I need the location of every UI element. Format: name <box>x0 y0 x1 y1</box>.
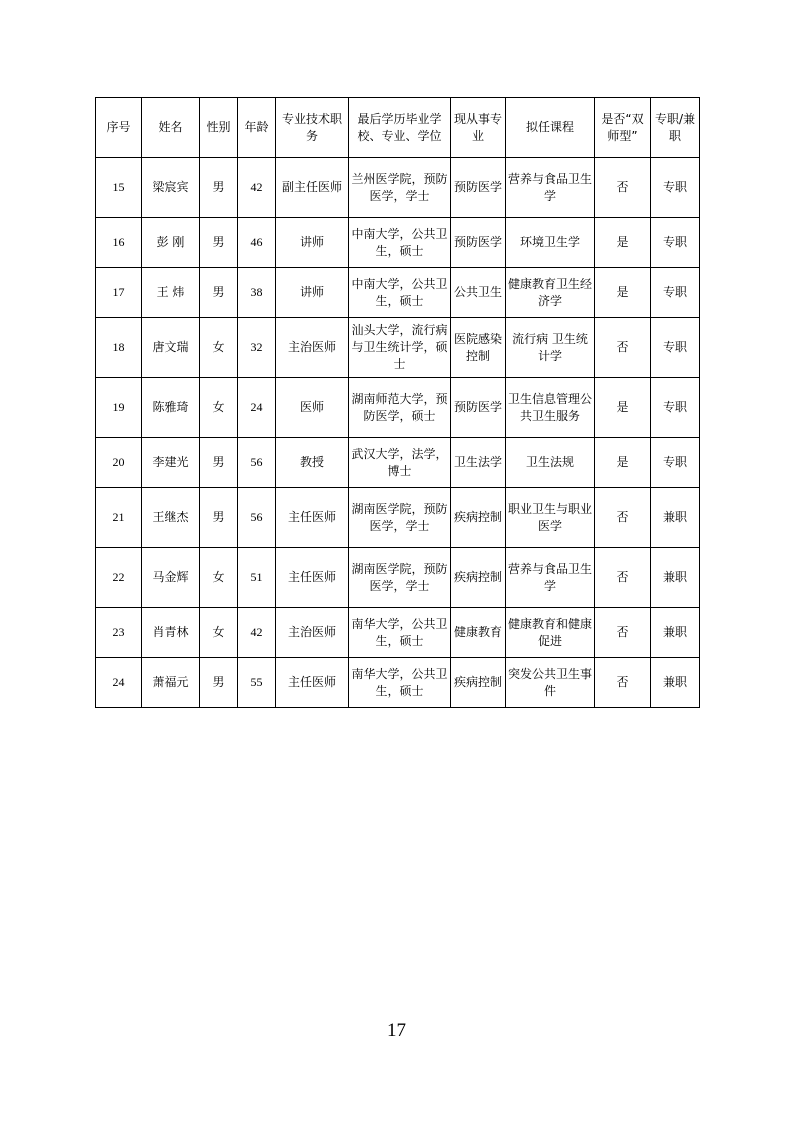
table-row <box>96 548 700 608</box>
cell-field: 预防医学 <box>451 218 506 268</box>
cell-title: 教授 <box>276 438 349 488</box>
cell-gender: 女 <box>200 548 238 608</box>
table-row <box>96 658 700 708</box>
cell-title: 主治医师 <box>276 608 349 658</box>
cell-dual-qualified: 否 <box>595 608 651 658</box>
cell-field: 健康教育 <box>451 608 506 658</box>
cell-field: 医院感染控制 <box>451 318 506 378</box>
cell-no: 22 <box>96 548 142 608</box>
cell-no: 18 <box>96 318 142 378</box>
cell-employment-type: 专职 <box>651 438 700 488</box>
cell-dual-qualified: 是 <box>595 268 651 318</box>
cell-gender: 女 <box>200 378 238 438</box>
cell-no: 17 <box>96 268 142 318</box>
cell-gender: 男 <box>200 158 238 218</box>
cell-field: 卫生法学 <box>451 438 506 488</box>
header-gender: 性别 <box>200 98 238 158</box>
cell-no: 24 <box>96 658 142 708</box>
cell-name: 肖青林 <box>142 608 200 658</box>
cell-no: 16 <box>96 218 142 268</box>
table-row <box>96 318 700 378</box>
cell-course: 健康教育和健康促进 <box>506 608 595 658</box>
cell-employment-type: 兼职 <box>651 488 700 548</box>
cell-gender: 男 <box>200 488 238 548</box>
cell-no: 23 <box>96 608 142 658</box>
cell-education: 湖南医学院，预防医学，学士 <box>349 548 451 608</box>
cell-education: 汕头大学，流行病与卫生统计学，硕士 <box>349 318 451 378</box>
cell-title: 主任医师 <box>276 488 349 548</box>
header-name: 姓名 <box>142 98 200 158</box>
cell-course: 营养与食品卫生学 <box>506 158 595 218</box>
cell-title: 主治医师 <box>276 318 349 378</box>
cell-age: 32 <box>238 318 276 378</box>
cell-dual-qualified: 否 <box>595 658 651 708</box>
cell-course: 卫生法规 <box>506 438 595 488</box>
cell-title: 讲师 <box>276 268 349 318</box>
page-number: 17 <box>387 1020 406 1041</box>
cell-gender: 男 <box>200 268 238 318</box>
cell-title: 主任医师 <box>276 658 349 708</box>
cell-field: 公共卫生 <box>451 268 506 318</box>
cell-employment-type: 专职 <box>651 268 700 318</box>
cell-employment-type: 专职 <box>651 318 700 378</box>
header-field: 现从事专业 <box>451 98 506 158</box>
cell-age: 42 <box>238 608 276 658</box>
cell-education: 南华大学，公共卫生，硕士 <box>349 658 451 708</box>
cell-dual-qualified: 是 <box>595 378 651 438</box>
cell-education: 湖南医学院，预防医学，学士 <box>349 488 451 548</box>
cell-course: 职业卫生与职业医学 <box>506 488 595 548</box>
cell-name: 李建光 <box>142 438 200 488</box>
cell-dual-qualified: 是 <box>595 438 651 488</box>
header-no: 序号 <box>96 98 142 158</box>
cell-no: 20 <box>96 438 142 488</box>
cell-education: 南华大学，公共卫生，硕士 <box>349 608 451 658</box>
cell-name: 陈雅琦 <box>142 378 200 438</box>
cell-education: 湖南师范大学，预防医学，硕士 <box>349 378 451 438</box>
header-employment-type: 专职/兼职 <box>651 98 700 158</box>
cell-gender: 男 <box>200 438 238 488</box>
cell-title: 主任医师 <box>276 548 349 608</box>
header-age: 年龄 <box>238 98 276 158</box>
cell-field: 疾病控制 <box>451 488 506 548</box>
header-dual-qualified: 是否“双师型” <box>595 98 651 158</box>
cell-name: 王继杰 <box>142 488 200 548</box>
cell-title: 讲师 <box>276 218 349 268</box>
cell-education: 武汉大学，法学，博士 <box>349 438 451 488</box>
table-row <box>96 268 700 318</box>
header-title: 专业技术职务 <box>276 98 349 158</box>
cell-gender: 女 <box>200 608 238 658</box>
table-row <box>96 608 700 658</box>
cell-age: 56 <box>238 488 276 548</box>
cell-gender: 女 <box>200 318 238 378</box>
cell-name: 王 炜 <box>142 268 200 318</box>
cell-age: 56 <box>238 438 276 488</box>
cell-course: 营养与食品卫生学 <box>506 548 595 608</box>
table-row <box>96 218 700 268</box>
cell-no: 15 <box>96 158 142 218</box>
cell-title: 副主任医师 <box>276 158 349 218</box>
table-row <box>96 488 700 548</box>
faculty-table <box>95 97 700 708</box>
cell-employment-type: 专职 <box>651 218 700 268</box>
cell-employment-type: 兼职 <box>651 548 700 608</box>
cell-field: 预防医学 <box>451 378 506 438</box>
cell-gender: 男 <box>200 218 238 268</box>
header-education: 最后学历毕业学校、专业、学位 <box>349 98 451 158</box>
cell-no: 19 <box>96 378 142 438</box>
header-course: 拟任课程 <box>506 98 595 158</box>
cell-course: 环境卫生学 <box>506 218 595 268</box>
cell-name: 萧福元 <box>142 658 200 708</box>
cell-dual-qualified: 否 <box>595 548 651 608</box>
cell-age: 46 <box>238 218 276 268</box>
cell-dual-qualified: 否 <box>595 488 651 548</box>
cell-name: 彭 刚 <box>142 218 200 268</box>
table-row <box>96 158 700 218</box>
table-row <box>96 378 700 438</box>
cell-education: 中南大学，公共卫生，硕士 <box>349 218 451 268</box>
cell-name: 马金辉 <box>142 548 200 608</box>
cell-dual-qualified: 否 <box>595 318 651 378</box>
cell-dual-qualified: 是 <box>595 218 651 268</box>
table-row <box>96 438 700 488</box>
cell-education: 兰州医学院，预防医学，学士 <box>349 158 451 218</box>
cell-course: 健康教育卫生经济学 <box>506 268 595 318</box>
cell-employment-type: 专职 <box>651 378 700 438</box>
cell-employment-type: 专职 <box>651 158 700 218</box>
cell-employment-type: 兼职 <box>651 608 700 658</box>
cell-employment-type: 兼职 <box>651 658 700 708</box>
cell-name: 唐文瑞 <box>142 318 200 378</box>
cell-course: 流行病 卫生统计学 <box>506 318 595 378</box>
cell-course: 突发公共卫生事件 <box>506 658 595 708</box>
cell-gender: 男 <box>200 658 238 708</box>
cell-education: 中南大学，公共卫生，硕士 <box>349 268 451 318</box>
cell-no: 21 <box>96 488 142 548</box>
cell-age: 55 <box>238 658 276 708</box>
cell-field: 疾病控制 <box>451 548 506 608</box>
cell-field: 疾病控制 <box>451 658 506 708</box>
cell-age: 38 <box>238 268 276 318</box>
cell-course: 卫生信息管理公共卫生服务 <box>506 378 595 438</box>
cell-age: 24 <box>238 378 276 438</box>
header-row <box>96 98 700 158</box>
cell-name: 梁宸宾 <box>142 158 200 218</box>
cell-age: 51 <box>238 548 276 608</box>
cell-title: 医师 <box>276 378 349 438</box>
cell-field: 预防医学 <box>451 158 506 218</box>
cell-dual-qualified: 否 <box>595 158 651 218</box>
cell-age: 42 <box>238 158 276 218</box>
